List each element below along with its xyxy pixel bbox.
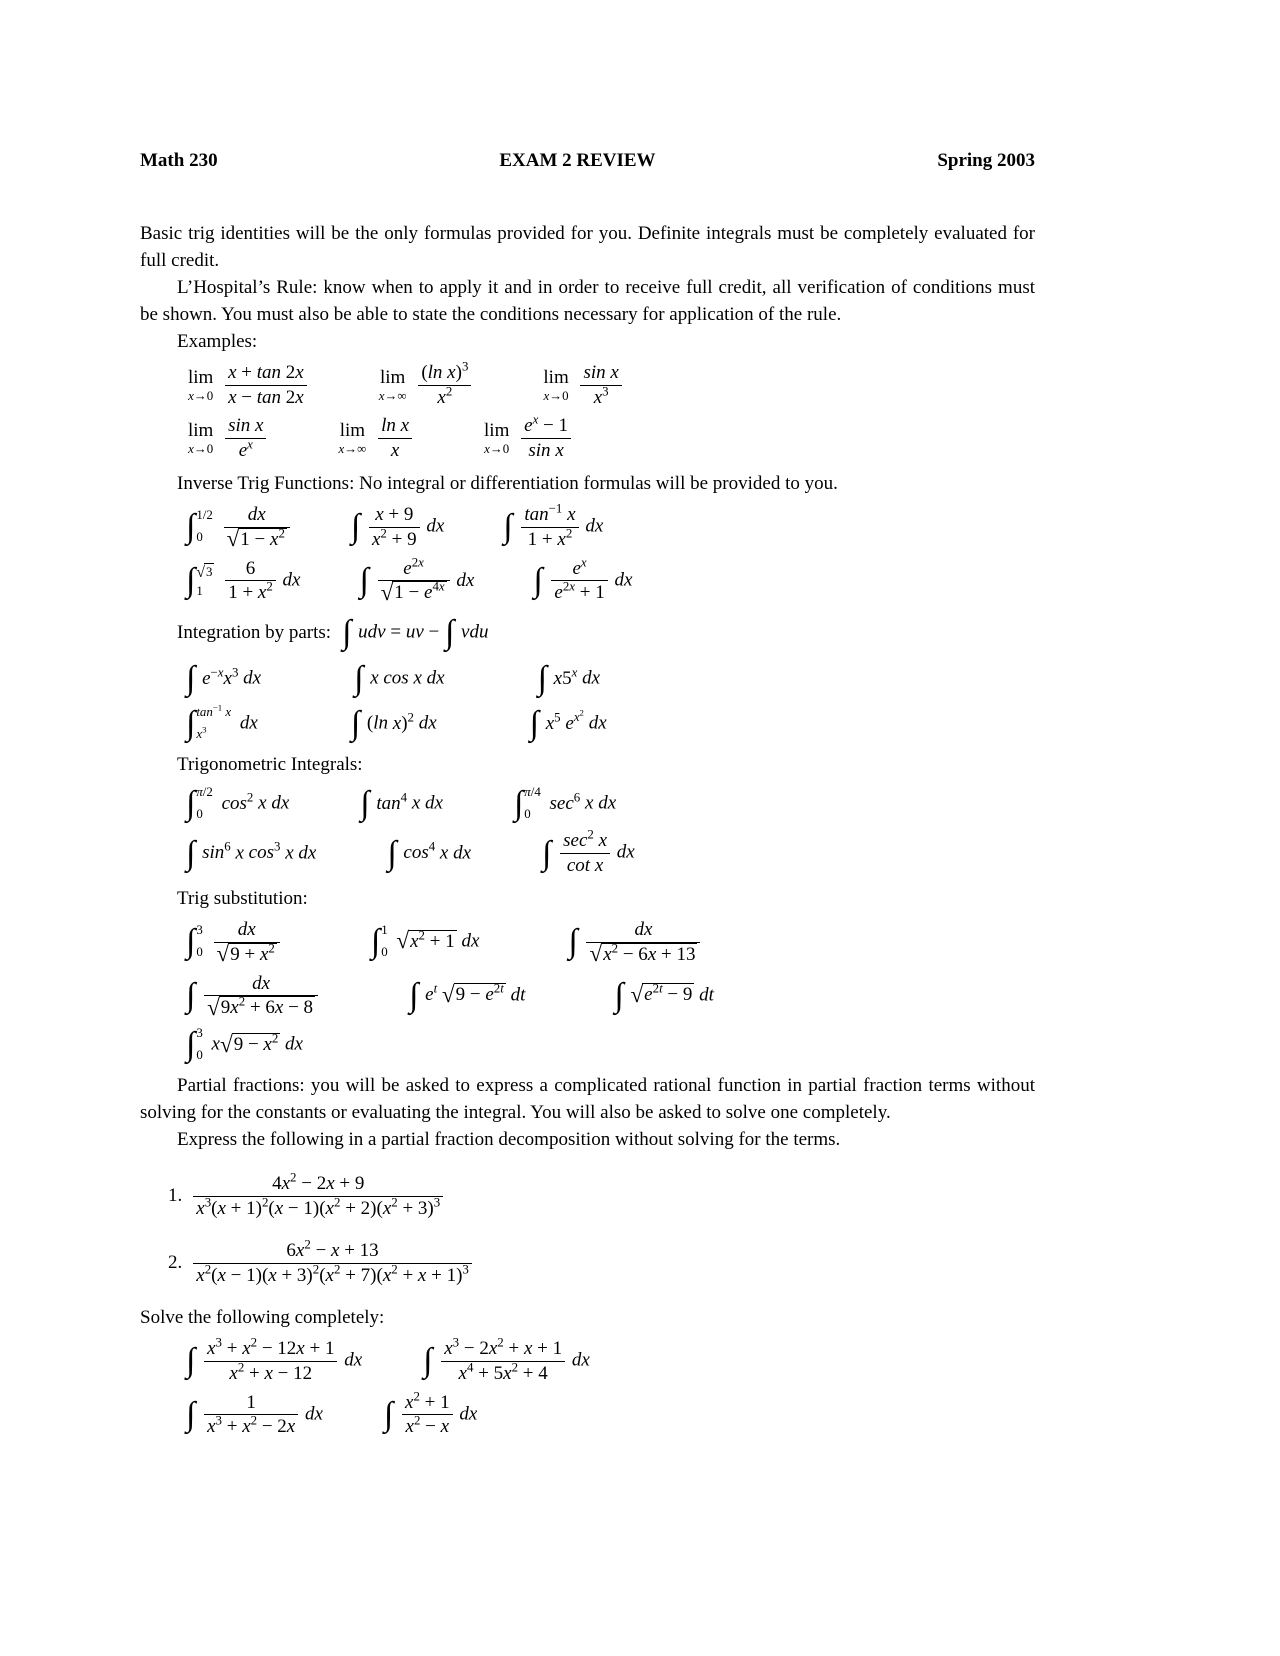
formula: ∫ $\frac{dx}{√x^2 - 6x + 13}$: [567, 918, 702, 967]
formula: ∫ $\sec^2 x$ cot x dx: [542, 826, 635, 877]
express-instruction: Express the following in a partial fraction decomposition without solving for the terms.: [177, 1129, 841, 1151]
formula: ∫ $\frac{dx}{√9x^2 + 6x - 8}$: [185, 972, 320, 1021]
intro-paragraph: Basic trig identities will be the only formulas provided for you. Definite integrals must be completely evaluated for full credit.: [140, 222, 1035, 271]
formula: ∫ $\frac{x + 9}{x^2 + 9}$ dx: [350, 503, 445, 550]
formula: ∫ x cos x dx: [354, 660, 445, 698]
formula: ∫ 3 0 $\frac{dx}{√9 + x^2}$: [185, 918, 282, 967]
formula: lim x→0 $\frac{\text{sin x}}{x^3}$: [543, 361, 623, 410]
integration-by-parts-formula: ∫ udv = uv − ∫ vdu: [342, 614, 489, 652]
formula: ∫ 1/2 0 $\frac{dx}{√1 - x^2}$: [185, 503, 292, 552]
formula: ∫ $\cos^4 x$ dx: [387, 834, 472, 872]
examples-label: Examples:: [177, 330, 258, 352]
solve-grid: [140, 1334, 1035, 1439]
formula: ∫ √3 1 $\frac{6}{1 + x^2}$ dx: [186, 557, 301, 604]
formula: ∫ π/4 0 $\sec^6 x$ dx: [513, 784, 617, 823]
formula: ∫ $\frac{1}{x^3 + x^2 - 2x}$ dx: [186, 1391, 323, 1438]
formula: lim x→0 $\frac{e^x - 1}{\text{sin x}}$: [484, 414, 573, 463]
integration-by-parts-grid: [140, 659, 1035, 744]
item-number: 1.: [168, 1185, 183, 1207]
item-number: 2.: [168, 1251, 183, 1273]
formula: ∫ $\tan^4 x$ dx: [360, 785, 443, 823]
formula: ∫ $\frac{x^2 + 1}{x^2 - x}$ dx: [383, 1388, 478, 1438]
formula: ∫ $\frac{e^x}{e^{2x} + 1}$ dx: [533, 554, 633, 604]
formula: ∫ (ln x)$^2$ dx: [350, 705, 437, 743]
formula: ∫ $\frac{e^{2x}}{√1 - e^{4x}}$ dx: [359, 554, 475, 607]
formula: ∫ $e^t$ $√9 - e^{2t}$ dt: [409, 976, 526, 1014]
integration-by-parts-label: Integration by parts:: [177, 621, 332, 643]
formula: ∫ $x^5$ $e^{x^2}$ dx: [529, 705, 607, 743]
limit-examples-grid: [140, 358, 1035, 463]
formula: ∫ $\frac{\tan^{-1} x}{1 + x^2}$ dx: [503, 500, 604, 550]
partial-fraction-formula-2: $\frac{6x^2 - x + 13}{x^2(x - 1)(x + 3)^2(x^2 + 7)(x^2 + x + 1)^3}$: [191, 1239, 474, 1288]
formula: ∫ $\sin^6 x$ $\cos^3 x$ dx: [186, 834, 317, 872]
trig-integrals-label: Trigonometric Integrals:: [177, 754, 363, 776]
inverse-trig-label: Inverse Trig Functions: No integral or differentiation formulas will be provided to you.: [177, 472, 838, 494]
trig-substitution-grid: [140, 918, 1035, 1066]
partial-fraction-item-2: [168, 1236, 1035, 1288]
formula: ∫ $√e^{2t} - 9$ dt: [614, 976, 714, 1014]
formula: lim x→0 $\frac{x + \tan 2x}{x - \tan 2x}$: [188, 361, 309, 410]
page-title: EXAM 2 REVIEW: [499, 150, 656, 171]
header: [140, 148, 1035, 175]
inverse-trig-grid: [140, 500, 1035, 607]
formula: ∫ $\frac{x^3 + x^2 - 12x + 1}{x^2 + x - 12}$ dx: [186, 1334, 363, 1384]
formula: ∫ 1 0 $√x^2 + 1$ dx: [370, 922, 480, 961]
formula: ∫ $\frac{x^3 - 2x^2 + x + 1}{x^4 + 5x^2 + 4}$ dx: [423, 1334, 590, 1384]
partial-fraction-formula-1: $\frac{4x^2 - 2x + 9}{x^3(x + 1)^2(x - 1)(x^2 + 2)(x^2 + 3)^3}$: [191, 1172, 445, 1221]
formula: ∫ 3 0 $x√9 - x^2$ dx: [186, 1025, 303, 1064]
course-label: Math 230: [140, 150, 218, 171]
formula: lim x→∞ $\frac{\text{ln x}}{x}$: [338, 414, 414, 463]
formula: ∫ $e^{-x}x^3$ dx: [186, 660, 262, 698]
trig-integrals-grid: [140, 784, 1035, 878]
integration-by-parts-line: [177, 613, 1035, 653]
lhospital-paragraph: L’Hospital’s Rule: know when to apply it and in order to receive full credit, all verification of conditions must be shown. You must also be able to state the conditions necessary for application of the rule.: [140, 276, 1035, 325]
formula: ∫ x5$^x$ dx: [537, 660, 601, 698]
formula: lim x→0 $\frac{\text{sin x}}{e^x}$: [188, 414, 268, 463]
trig-substitution-label: Trig substitution:: [177, 887, 308, 909]
partial-fractions-paragraph: Partial fractions: you will be asked to express a complicated rational function in partial fraction terms without solving for the constants or evaluating the integral. You will also be asked to solve one completely.: [140, 1075, 1035, 1124]
term-label: Spring 2003: [937, 150, 1035, 171]
formula: lim x→∞ $\frac{(\ln x)^3}{x^2}$: [379, 361, 474, 410]
partial-fraction-item-1: [168, 1169, 1035, 1221]
formula: ∫ π/2 0 $\cos^2 x$ dx: [186, 784, 290, 823]
solve-instruction: Solve the following completely:: [140, 1307, 385, 1329]
formula: ∫ $\tan^{-1} x$ $x^3$ dx: [186, 703, 258, 743]
